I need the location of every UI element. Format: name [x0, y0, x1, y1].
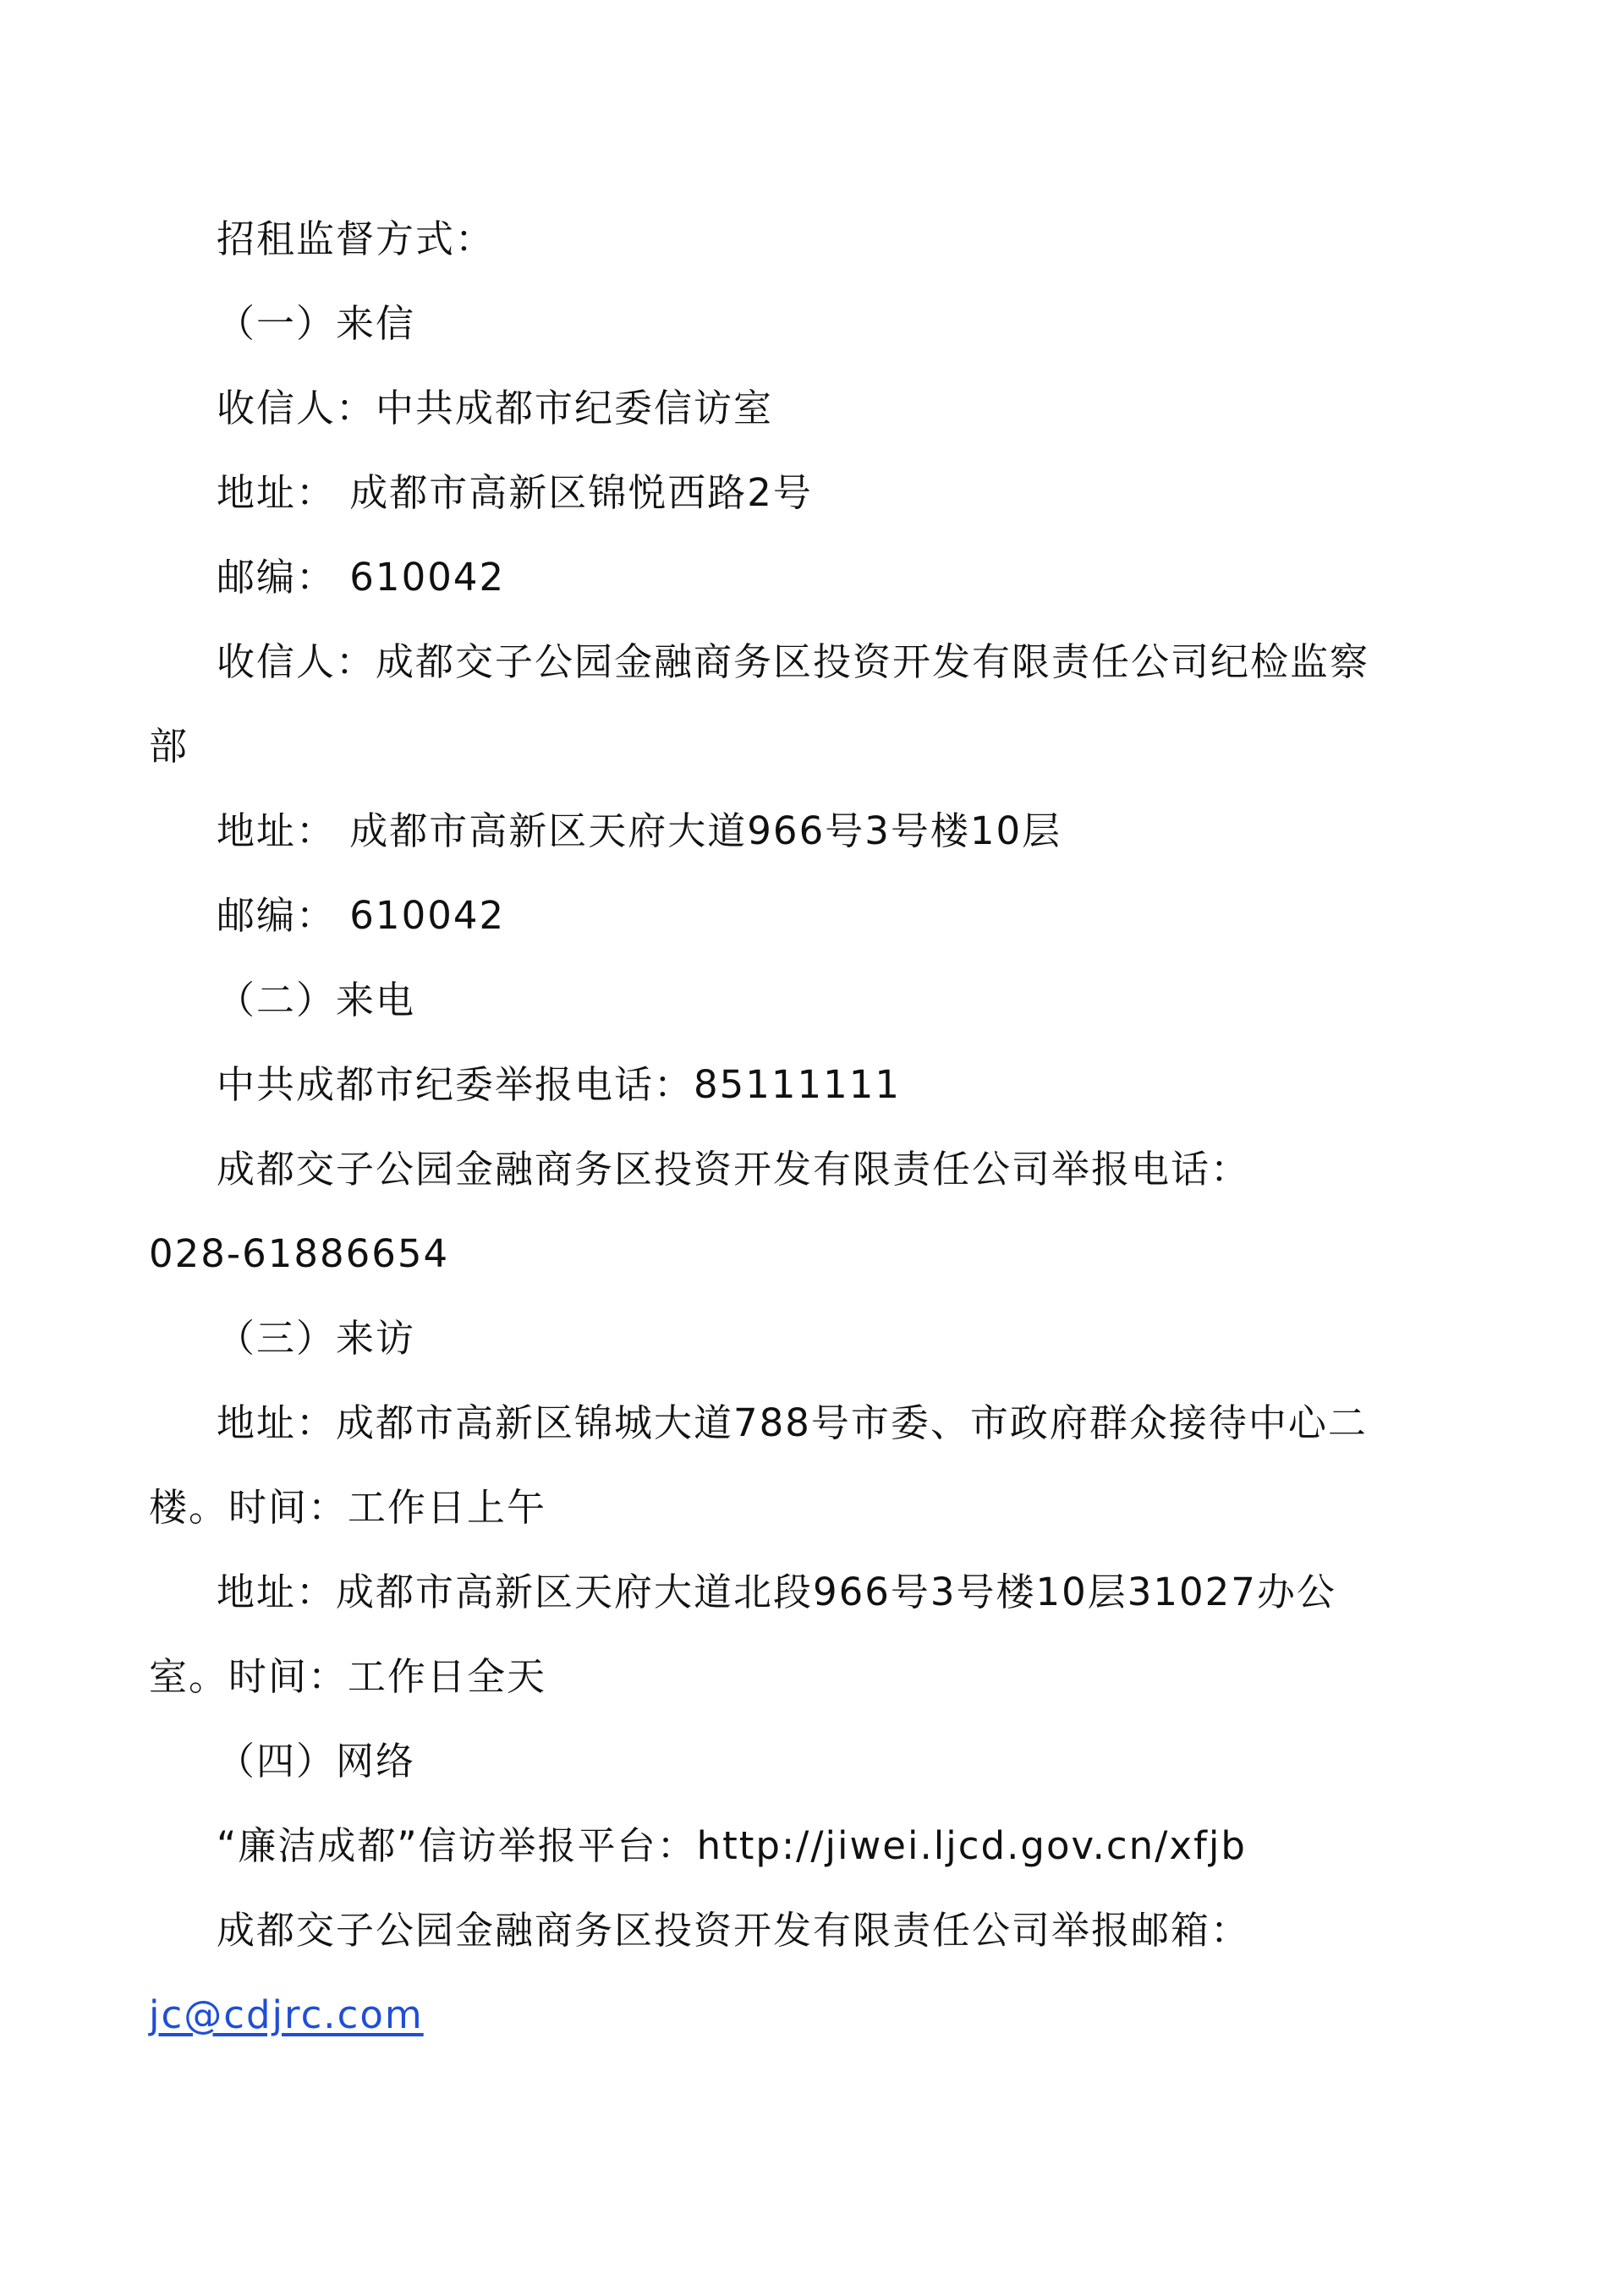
address-line: 地址： 成都市高新区天府大道966号3号楼10层	[217, 808, 1062, 853]
phone-line: 中共成都市纪委举报电话：85111111	[217, 1062, 902, 1107]
address-line: 地址： 成都市高新区锦悦西路2号	[217, 470, 813, 515]
subsection-title-phone: （二）来电	[217, 978, 416, 1022]
network-platform-line: “廉洁成都”信访举报平台：http://jiwei.ljcd.gov.cn/xfjb	[217, 1823, 1247, 1868]
email-line	[149, 1990, 424, 2041]
postcode-line: 邮编： 610042	[217, 555, 506, 600]
visit-address-line: 地址：成都市高新区天府大道北段966号3号楼10层31027办公	[217, 1570, 1336, 1614]
recipient-line: 收信人：中共成都市纪委信访室	[217, 386, 774, 430]
subsection-title-network: （四）网络	[217, 1739, 416, 1784]
recipient-line-continuation: 部	[149, 724, 189, 769]
visit-address-continuation: 室。时间：工作日全天	[149, 1654, 547, 1699]
postcode-line: 邮编： 610042	[217, 893, 506, 938]
email-link[interactable]: jc@cdjrc.com	[149, 1992, 424, 2037]
visit-address-line: 地址：成都市高新区锦城大道788号市委、市政府群众接待中心二	[217, 1400, 1368, 1445]
subsection-title-letter: （一）来信	[217, 301, 416, 346]
subsection-title-visit: （三）来访	[217, 1316, 416, 1361]
network-email-label: 成都交子公园金融商务区投资开发有限责任公司举报邮箱：	[217, 1908, 1251, 1953]
recipient-line: 收信人：成都交子公园金融商务区投资开发有限责任公司纪检监察	[217, 639, 1370, 684]
phone-line: 成都交子公园金融商务区投资开发有限责任公司举报电话：	[217, 1147, 1251, 1192]
section-heading: 招租监督方式：	[217, 216, 496, 261]
visit-address-continuation: 楼。时间：工作日上午	[149, 1485, 547, 1530]
phone-number: 028-61886654	[149, 1231, 450, 1276]
